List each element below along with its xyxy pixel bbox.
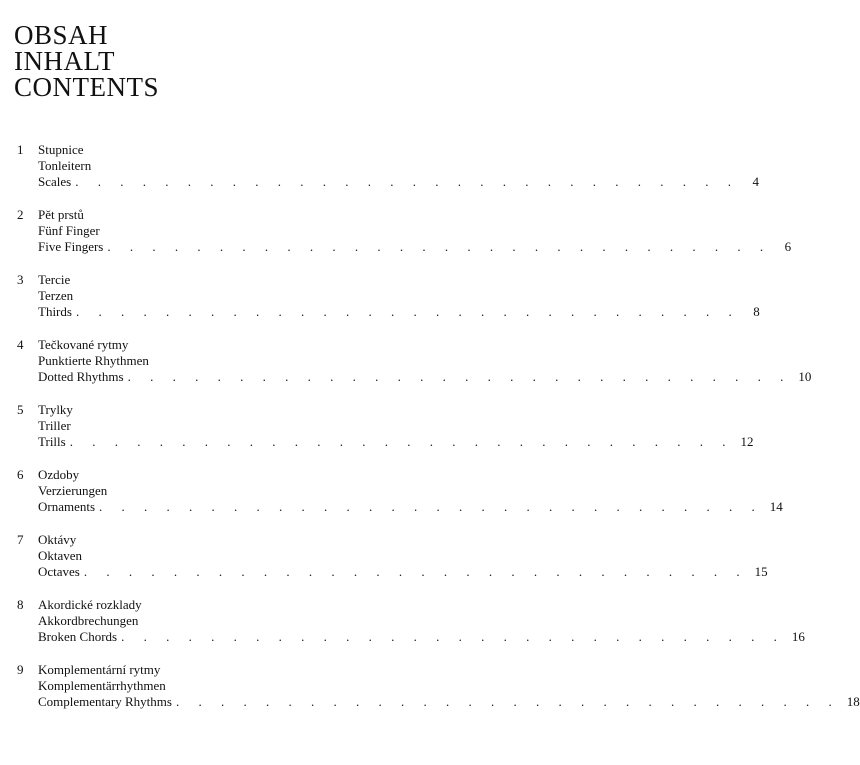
entry-page-number: 15 — [754, 564, 768, 579]
entry-title-english: Scales — [38, 174, 72, 189]
entry-title-english: Ornaments — [38, 499, 96, 514]
entry-line-english — [38, 239, 792, 255]
entry-number: 2 — [17, 207, 24, 222]
entry-title-czech: Tercie — [38, 272, 71, 287]
entry-title-german: Terzen — [38, 288, 74, 303]
dot-leader: . . . . . . . . . . . . . . . . . . . . . . . . . . . . . . — [175, 694, 840, 709]
entry-title-english: Complementary Rhythms — [38, 694, 172, 709]
entry-page-number: 4 — [752, 174, 759, 189]
entry-title-english: Octaves — [38, 564, 80, 579]
entry-page-number: 10 — [798, 369, 812, 384]
entry-title-german: Punktierte Rhythmen — [38, 353, 149, 368]
heading-czech: OBSAH — [14, 20, 109, 50]
entry-title-english: Broken Chords — [38, 629, 118, 644]
entry-title-german: Verzierungen — [38, 483, 108, 498]
heading-german: INHALT — [14, 46, 115, 76]
entry-line-english — [38, 174, 759, 190]
entry-title-german: Akkordbrechungen — [38, 613, 139, 628]
entry-line-english — [38, 304, 760, 320]
entry-page-number: 8 — [753, 304, 760, 319]
entry-title-german: Tonleitern — [38, 158, 92, 173]
entry-title-german: Fünf Finger — [38, 223, 100, 238]
entry-title-german: Oktaven — [38, 548, 83, 563]
dot-leader: . . . . . . . . . . . . . . . . . . . . . . . . . . . . . . — [75, 304, 740, 319]
entry-page-number: 14 — [769, 499, 783, 514]
entry-page-number: 6 — [784, 239, 792, 254]
entry-line-english — [38, 434, 754, 450]
entry-number: 6 — [17, 467, 24, 482]
entry-number: 7 — [17, 532, 24, 547]
entry-number: 9 — [17, 662, 24, 677]
entry-title-czech: Tečkované rytmy — [38, 337, 129, 352]
heading-english: CONTENTS — [14, 72, 159, 102]
entry-title-english: Thirds — [38, 304, 72, 319]
entry-line-english — [38, 694, 860, 710]
entry-page-number: 12 — [740, 434, 754, 449]
dot-leader: . . . . . . . . . . . . . . . . . . . . . . . . . . . . . . — [121, 629, 785, 644]
dot-leader: . . . . . . . . . . . . . . . . . . . . . . . . . . . . . . — [83, 564, 748, 579]
dot-leader: . . . . . . . . . . . . . . . . . . . . . . . . . . . . . . — [69, 434, 734, 449]
dot-leader: . . . . . . . . . . . . . . . . . . . . . . . . . . . . . . — [107, 239, 772, 254]
entry-title-english: Five Fingers — [38, 239, 104, 254]
entry-title-english: Trills — [38, 434, 66, 449]
entry-line-english — [38, 629, 805, 645]
entry-line-english — [38, 499, 783, 515]
dot-leader: . . . . . . . . . . . . . . . . . . . . . . . . . . . . . . — [127, 369, 792, 384]
entry-line-english — [38, 369, 812, 385]
contents-heading — [14, 22, 159, 100]
entry-title-czech: Trylky — [38, 402, 73, 417]
entry-number: 8 — [17, 597, 24, 612]
entry-page-number: 16 — [791, 629, 805, 644]
entry-number: 1 — [17, 142, 24, 157]
entry-title-german: Komplementärrhythmen — [38, 678, 166, 693]
entry-title-czech: Komplementární rytmy — [38, 662, 161, 677]
entry-number: 4 — [17, 337, 24, 352]
entry-number: 3 — [17, 272, 24, 287]
entry-line-english — [38, 564, 768, 580]
entry-title-english: Dotted Rhythms — [38, 369, 124, 384]
entry-title-czech: Ozdoby — [38, 467, 80, 482]
entry-title-german: Triller — [38, 418, 71, 433]
dot-leader: . . . . . . . . . . . . . . . . . . . . . . . . . . . . . . — [99, 499, 763, 514]
entry-title-czech: Oktávy — [38, 532, 77, 547]
entry-title-czech: Stupnice — [38, 142, 84, 157]
entry-page-number: 18 — [846, 694, 860, 709]
entry-title-czech: Pět prstů — [38, 207, 84, 222]
dot-leader: . . . . . . . . . . . . . . . . . . . . . . . . . . . . . . — [75, 174, 739, 189]
entry-number: 5 — [17, 402, 24, 417]
entry-title-czech: Akordické rozklady — [38, 597, 142, 612]
